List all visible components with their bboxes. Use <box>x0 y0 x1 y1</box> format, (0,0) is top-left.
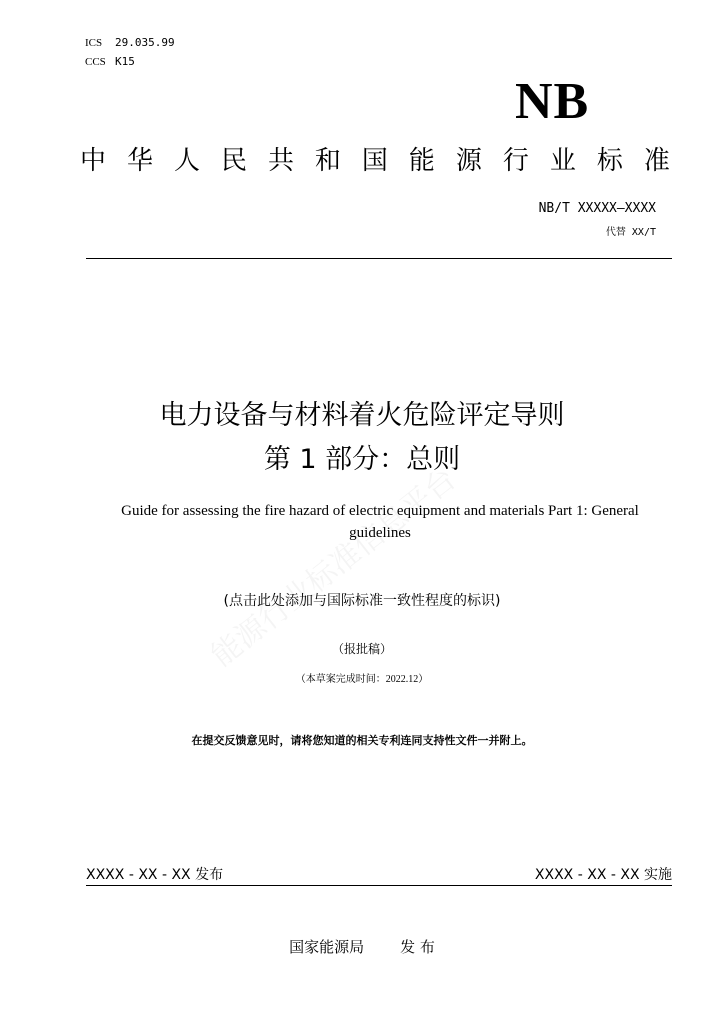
organization-char: 华 <box>126 146 153 176</box>
organization-char: 能 <box>408 146 435 176</box>
header-divider <box>86 258 672 259</box>
ics-label: ICS <box>85 37 103 49</box>
ccs-code <box>85 55 135 68</box>
ics-code <box>85 36 175 49</box>
implementation-date: XXXX - XX - XX 实施 <box>534 867 672 883</box>
organization-char: 共 <box>267 146 294 176</box>
issue-date: XXXX - XX - XX 发布 <box>86 867 224 883</box>
publish-verb: 发 布 <box>400 938 435 956</box>
organization-char: 人 <box>173 146 200 176</box>
replaces-standard: 代替 XX/T <box>605 227 656 238</box>
english-title: Guide for assessing the fire hazard of electric equipment and materials Part 1: General guidelines <box>121 503 639 541</box>
organization-char: 准 <box>643 146 670 176</box>
draft-stage: （报批稿） <box>331 642 392 656</box>
organization-char: 中 <box>80 146 107 176</box>
organization-char: 和 <box>314 146 341 176</box>
nb-logo: NB <box>515 73 590 130</box>
footer-divider <box>86 885 672 886</box>
ccs-value: K15 <box>115 55 135 68</box>
organization-char: 源 <box>455 146 482 176</box>
patent-notice: 在提交反馈意见时，请将您知道的相关专利连同支持性文件一并附上。 <box>191 734 533 747</box>
organization-char: 业 <box>549 146 576 176</box>
standard-number: NB/T XXXXX—XXXX <box>538 201 656 216</box>
title-line-2: 第 1 部分：总则 <box>263 444 461 475</box>
organization-char: 民 <box>220 146 247 176</box>
publisher <box>0 936 724 957</box>
ics-value: 29.035.99 <box>115 36 175 49</box>
organization-char: 标 <box>596 146 623 176</box>
draft-completion-date: （本草案完成时间：2022.12） <box>295 674 429 685</box>
ccs-label: CCS <box>85 56 106 68</box>
organization-name <box>80 140 670 177</box>
title-line-1: 电力设备与材料着火危险评定导则 <box>159 400 565 431</box>
consistency-note[interactable]: (点击此处添加与国际标准一致性程度的标识) <box>223 593 501 609</box>
organization-char: 行 <box>502 146 529 176</box>
publisher-name: 国家能源局 <box>289 938 365 956</box>
organization-char: 国 <box>361 146 388 176</box>
